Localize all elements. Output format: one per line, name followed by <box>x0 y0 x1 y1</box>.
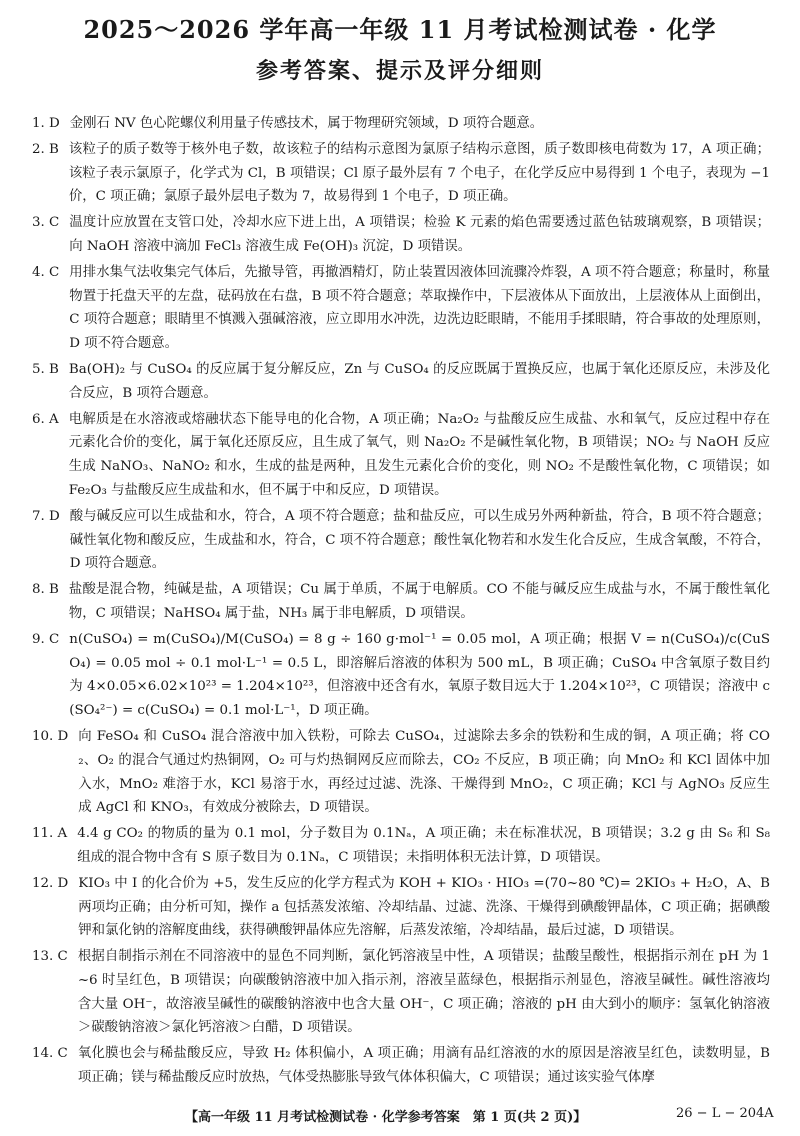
answer-explanation: 金刚石 NV 色心陀螺仪利用量子传感技术，属于物理研究领域，D 项符合题意。 <box>69 116 544 131</box>
answer-label: 4. C <box>32 264 60 280</box>
answer-item <box>32 112 770 136</box>
answer-item <box>32 261 770 356</box>
answer-explanation: KIO₃ 中 I 的化合价为 +5，发生反应的化学方程式为 KOH + KIO₃ · HIO₃ =(70~80 ℃)= 2KIO₃ + H₂O，A、B 两项均正确；由分析可知，操作 a 包括蒸发浓缩、冷却结晶、过滤、洗涤、干燥得到碘酸钾晶体，C 项正确；据碘酸钾和氯化钠的溶解度曲线，获得碘酸钾晶体应先溶解，后蒸发浓缩，冷却结晶，最后过滤，D 项错误。 <box>78 875 770 939</box>
answer-explanation: Ba(OH)₂ 与 CuSO₄ 的反应属于复分解反应，Zn 与 CuSO₄ 的反应既属于置换反应，也属于氧化还原反应，未涉及化合反应，B 项符合题意。 <box>68 361 770 401</box>
answer-explanation: 盐酸是混合物，纯碱是盐，A 项错误；Cu 属于单质，不属于电解质。CO 不能与碱反应生成盐与水，不属于酸性氧化物，C 项错误；NaHSO₄ 属于盐，NH₃ 属于非电解质，D 项错误。 <box>68 582 770 621</box>
answer-item <box>32 578 770 626</box>
answer-explanation: 酸与碱反应可以生成盐和水，符合，A 项不符合题意；盐和盐反应，可以生成另外两种新盐，符合，B 项不符合题意；碱性氧化物和酸反应，生成盐和水，符合，C 项不符合题意；酸性氧化物若和水发生化合反应，生成含氧酸，不符合，D 项符合题意。 <box>69 508 770 572</box>
answer-explanation: n(CuSO₄) = m(CuSO₄)/M(CuSO₄) = 8 g ÷ 160 g·mol⁻¹ = 0.05 mol，A 项正确；根据 V = n(CuSO₄)/c(CuSO₄) = 0.05 mol ÷ 0.1 mol·L⁻¹ = 0.5 L，即溶解后溶液的体积为 500 mL，B 项正确；CuSO₄ 中含氧原子数目约为 4×0.05×6.02×10²³ = 1.204×10²³，但溶液中还含有水，氧原子数目远大于 1.204×10²³，C 项错误；溶液中 c(SO₄²⁻) = c(CuSO₄) = 0.1 mol·L⁻¹，D 项正确。 <box>69 631 770 719</box>
answer-explanation: 电解质是在水溶液或熔融状态下能导电的化合物，A 项正确；Na₂O₂ 与盐酸反应生成盐、水和氧气，反应过程中存在元素化合价的变化，属于氧化还原反应，且生成了氧气，则 Na₂O₂ 不是碱性氧化物，B 项错误；NO₂ 与 NaOH 反应生成 NaNO₃、NaNO₂ 和水，生成的盐是两种，且发生元素化合价的变化，则 NO₂ 不是酸性氧化物，C 项错误；如 Fe₂O₃ 与盐酸反应生成盐和水，但不属于中和反应，D 项错误。 <box>68 411 770 498</box>
answer-label: 3. C <box>32 215 60 231</box>
answer-item <box>32 358 770 406</box>
page-title: 2025～2026 学年高一年级 11 月考试检测试卷 · 化学 <box>83 15 717 44</box>
answer-explanation: 氧化膜也会与稀盐酸反应，导致 H₂ 体积偏小，A 项正确；用滴有品红溶液的水的原因是溶液呈红色，读数明显，B 项正确；镁与稀盐酸反应时放热，气体受热膨胀导致气体体积偏大，C 项错误；通过该实验气体摩 <box>77 1046 770 1086</box>
answer-item <box>32 1042 770 1090</box>
answer-explanation: 用排水集气法收集完气体后，先撤导管，再撤酒精灯，防止装置因液体回流骤冷炸裂，A 项不符合题意；称量时，称量物置于托盘天平的左盘，砝码放在右盘，B 项不符合题意；萃取操作中，下层液体从下面放出，上层液体从上面倒出，C 项符合题意；眼睛里不慎溅入强碱溶液，应立即用水冲洗，边洗边眨眼睛，不能用手揉眼睛，符合事故的处理原则，D 项不符合题意。 <box>69 264 770 352</box>
answer-item <box>32 505 770 576</box>
answer-explanation: 根据自制指示剂在不同溶液中的显色不同判断，氯化钙溶液呈中性，A 项错误；盐酸呈酸性，根据指示剂在 pH 为 1~6 时呈红色，B 项错误；向碳酸钠溶液中加入指示剂，溶液呈蓝绿色，根据指示剂显色，溶液呈碱性。碱性溶液均含大量 OH⁻，故溶液呈碱性的碳酸钠溶液中也含大量 OH⁻，C 项正确；溶液的 pH 由大到小的顺序：氢氧化钠溶液＞碳酸钠溶液＞氯化钙溶液＞白醋，D 项错误。 <box>77 949 770 1036</box>
answer-item <box>32 945 770 1040</box>
answer-label: 13. C <box>32 949 68 965</box>
answer-explanation: 该粒子的质子数等于核外电子数，故该粒子的结构示意图为氯原子结构示意图，质子数即核电荷数为 17，A 项正确；该粒子表示氯原子，化学式为 Cl，B 项错误；Cl 原子最外层有 7 个电子，在化学反应中易得到 1 个电子，表现为 −1 价，C 项正确；氯原子最外层电子数为 7，故易得到 1 个电子，D 项正确。 <box>68 141 770 205</box>
answer-item <box>32 138 770 209</box>
answer-item <box>32 628 770 723</box>
answer-label: 14. C <box>32 1046 68 1062</box>
answer-label: 9. C <box>32 631 60 647</box>
answer-item <box>32 822 770 870</box>
answer-label: 2. B <box>32 141 59 157</box>
answer-item <box>32 725 770 820</box>
footer-doc-code: 26 − L − 204A <box>676 1106 774 1121</box>
page-subtitle: 参考答案、提示及评分细则 <box>255 58 544 84</box>
answer-item <box>32 211 770 259</box>
footer-page-info: 【高一年级 11 月考试检测试卷 · 化学参考答案 第 1 页(共 2 页)】 <box>185 1110 587 1125</box>
answer-label: 1. D <box>32 116 60 131</box>
answer-label: 8. B <box>32 582 59 598</box>
answer-item <box>32 872 770 943</box>
answer-item <box>32 408 770 503</box>
answer-explanation: 温度计应放置在支管口处，冷却水应下进上出，A 项错误；检验 K 元素的焰色需要透过蓝色钴玻璃观察，B 项错误；向 NaOH 溶液中滴加 FeCl₃ 溶液生成 Fe(OH)₃ 沉淀，D 项错误。 <box>69 215 770 254</box>
answer-label: 5. B <box>32 361 59 377</box>
answer-explanation: 4.4 g CO₂ 的物质的量为 0.1 mol，分子数目为 0.1Nₐ，A 项正确；未在标准状况，B 项错误；3.2 g 由 S₆ 和 S₈ 组成的混合物中含有 S 原子数目为 0.1Nₐ，C 项错误；未指明体积无法计算，D 项错误。 <box>77 826 770 865</box>
answer-label: 7. D <box>32 508 60 524</box>
answer-explanation: 向 FeSO₄ 和 CuSO₄ 混合溶液中加入铁粉，可除去 CuSO₄，过滤除去多余的铁粉和生成的铜，A 项正确；将 CO₂、O₂ 的混合气通过灼热铜网，O₂ 可与灼热铜网反应而除去，CO₂ 不反应，B 项正确；向 MnO₂ 和 KCl 固体中加入水，MnO₂ 难溶于水，KCl 易溶于水，再经过过滤、洗涤、干燥得到 MnO₂，C 项正确；KCl 与 AgNO₃ 反应生成 AgCl 和 KNO₃，有效成分被除去，D 项错误。 <box>78 728 770 816</box>
answer-label: 12. D <box>32 875 69 891</box>
answer-label: 6. A <box>32 411 59 427</box>
answer-label: 10. D <box>32 728 69 744</box>
answer-label: 11. A <box>32 826 68 842</box>
answer-list <box>32 112 770 1092</box>
